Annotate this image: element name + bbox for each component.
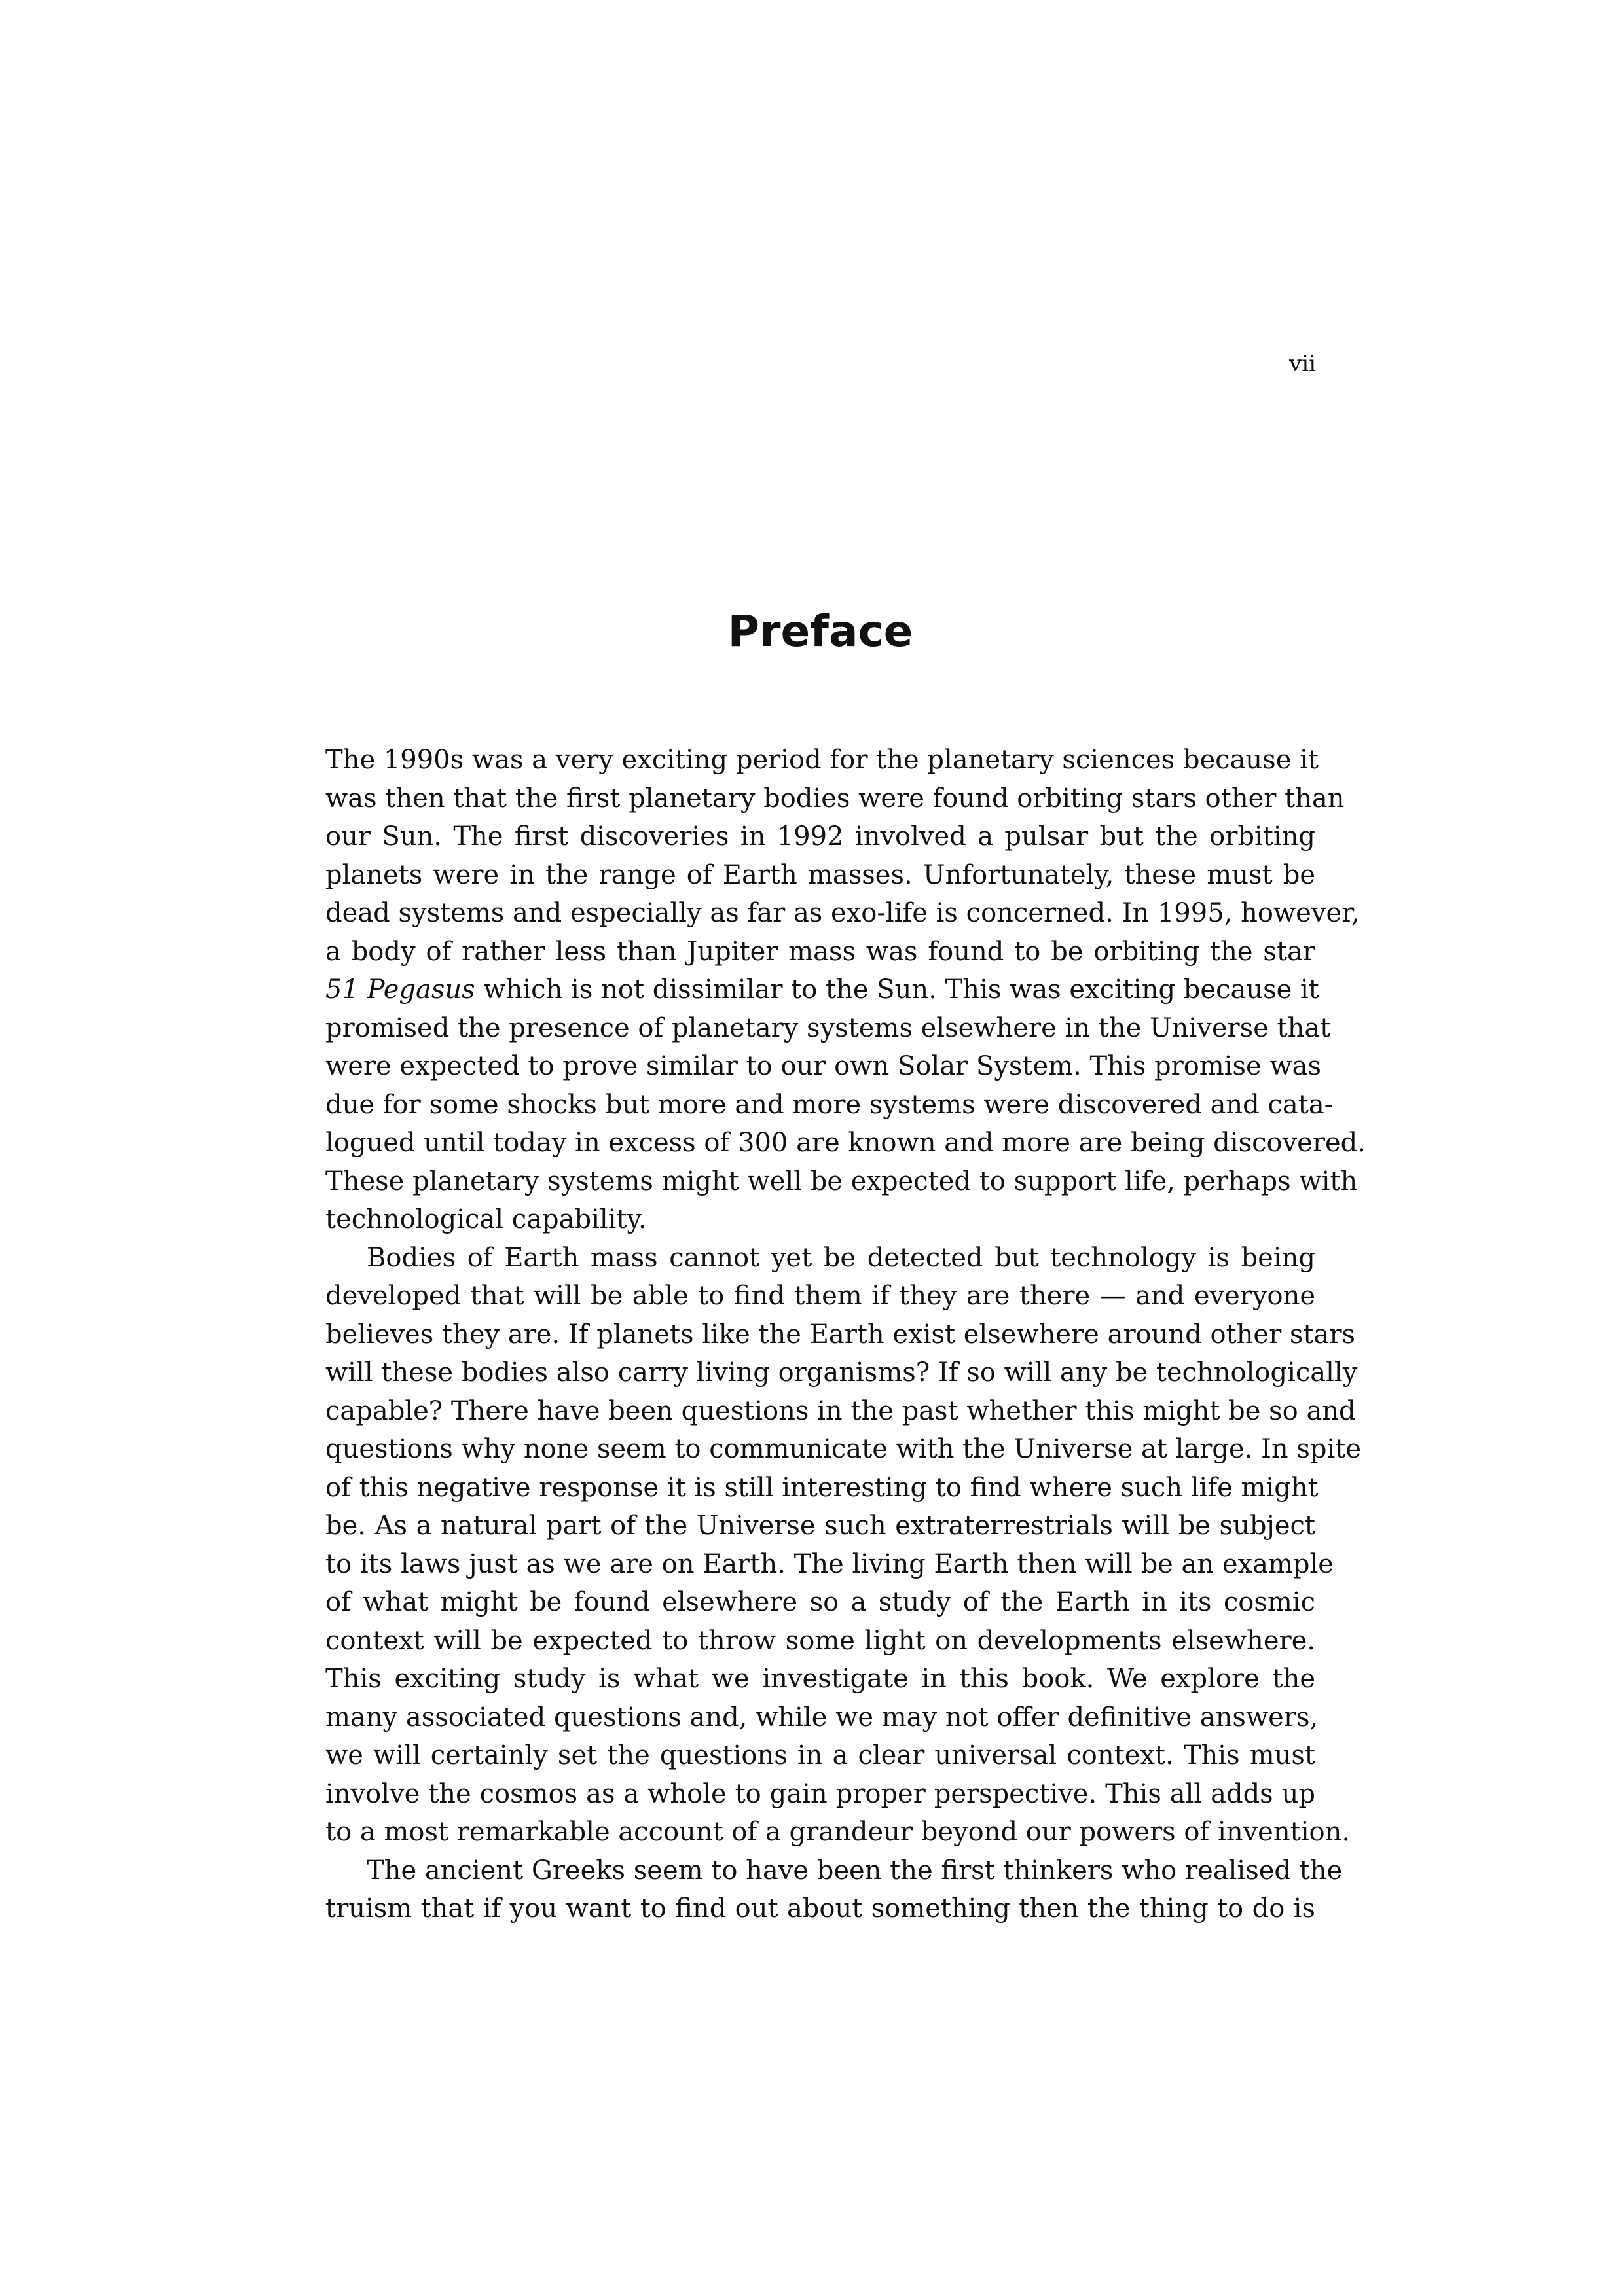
text-line-rest: which is not dissimilar to the Sun. This was exciting because it — [475, 975, 1319, 1005]
text-line: many associated questions and, while we may not offer definitive answers, — [325, 1702, 1319, 1732]
text-line: will these bodies also carry living organisms? If so will any be technologically — [325, 1357, 1358, 1388]
page-number: vii — [1289, 351, 1316, 377]
text-line: dead systems and especially as far as exo-life is concerned. In 1995, however, — [325, 898, 1360, 928]
paragraph — [325, 1852, 1343, 1928]
paragraph — [325, 1239, 1362, 1852]
text-line: developed that will be able to find them if they are there — and everyone — [325, 1281, 1315, 1311]
text-line: capable? There have been questions in the past whether this might be so and — [325, 1395, 1356, 1426]
text-line: technological capability. — [325, 1204, 647, 1234]
italic-star-name: 51 Pegasus — [325, 975, 475, 1005]
text-line: Bodies of Earth mass cannot yet be detected but technology is being — [367, 1242, 1315, 1273]
text-line: involve the cosmos as a whole to gain proper perspective. This all adds up — [325, 1778, 1315, 1809]
text-line: we will certainly set the questions in a clear universal context. This must — [325, 1740, 1315, 1770]
text-line: truism that if you want to find out about something then the thing to do is — [325, 1893, 1315, 1924]
text-line: believes they are. If planets like the Earth exist elsewhere around other stars — [325, 1319, 1356, 1350]
text-line: The 1990s was a very exciting period for the planetary sciences because it — [325, 745, 1319, 775]
text-line: of what might be found elsewhere so a study of the Earth in its cosmic — [325, 1587, 1315, 1617]
chapter-title: Preface — [727, 606, 913, 656]
text-line — [325, 971, 1319, 1009]
text-line: This exciting study is what we investigate in this book. We explore the — [325, 1664, 1315, 1694]
text-line: our Sun. The first discoveries in 1992 involved a pulsar but the orbiting — [325, 821, 1315, 852]
body-text — [325, 741, 1366, 1928]
text-line: a body of rather less than Jupiter mass was found to be orbiting the star — [325, 936, 1315, 967]
text-line: of this negative response it is still interesting to find where such life might — [325, 1472, 1319, 1503]
text-line: due for some shocks but more and more systems were discovered and cata- — [325, 1089, 1334, 1120]
text-line: to its laws just as we are on Earth. The living Earth then will be an example — [325, 1549, 1334, 1579]
text-line: planets were in the range of Earth masses. Unfortunately, these must be — [325, 859, 1315, 890]
text-line: These planetary systems might well be expected to support life, perhaps with — [325, 1166, 1358, 1196]
text-line: questions why none seem to communicate with the Universe at large. In spite — [325, 1434, 1362, 1464]
paragraph — [325, 741, 1366, 1239]
text-line: context will be expected to throw some light on developments elsewhere. — [325, 1625, 1315, 1656]
text-line: was then that the first planetary bodies were found orbiting stars other than — [325, 783, 1345, 814]
text-line: logued until today in excess of 300 are known and more are being discovered. — [325, 1128, 1366, 1158]
text-line: The ancient Greeks seem to have been the first thinkers who realised the — [367, 1855, 1343, 1886]
text-line: to a most remarkable account of a grandeur beyond our powers of invention. — [325, 1817, 1351, 1847]
text-line: were expected to prove similar to our own Solar System. This promise was — [325, 1051, 1322, 1081]
text-line: be. As a natural part of the Universe such extraterrestrials will be subject — [325, 1511, 1315, 1541]
text-line: promised the presence of planetary systems elsewhere in the Universe that — [325, 1013, 1331, 1043]
